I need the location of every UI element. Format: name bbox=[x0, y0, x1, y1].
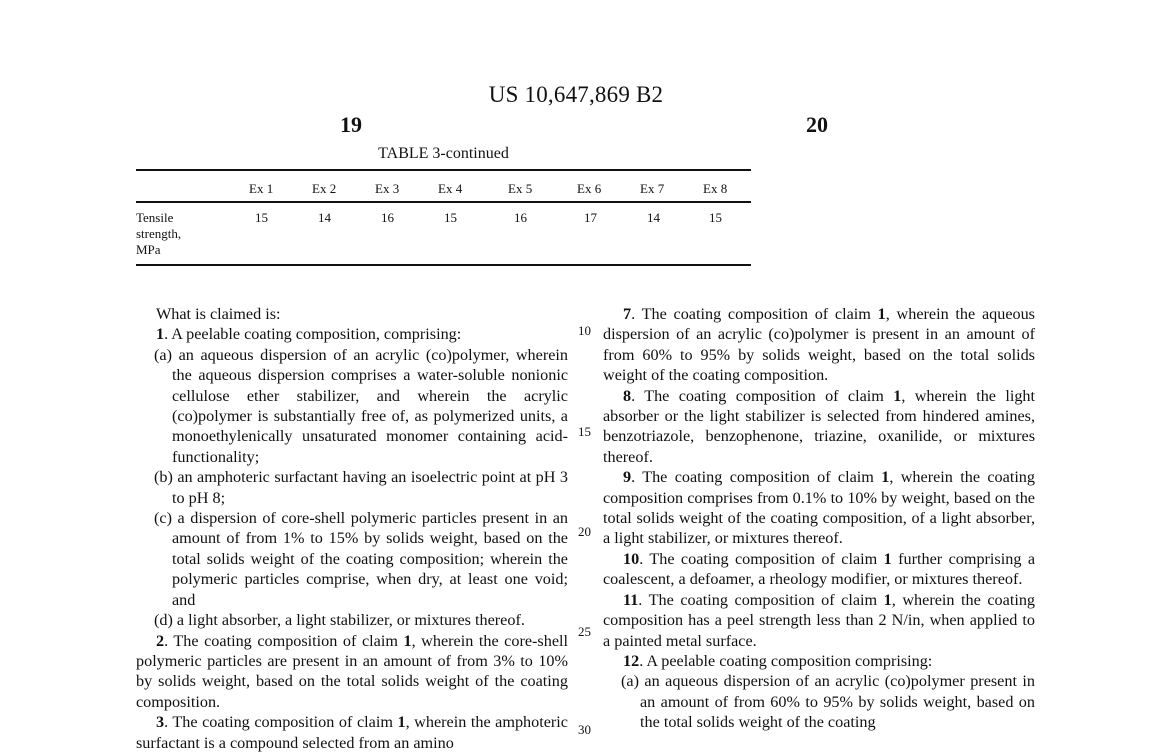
table-column-header: Ex 7 bbox=[640, 181, 665, 196]
table-column-header: Ex 3 bbox=[375, 181, 400, 196]
table-column-header: Ex 4 bbox=[438, 181, 463, 196]
line-number: 20 bbox=[578, 524, 591, 539]
claim-1: 1. A peelable coating composition, comprising: bbox=[156, 325, 462, 344]
page-number-left: 19 bbox=[340, 112, 362, 137]
table-title: TABLE 3-continued bbox=[378, 145, 509, 162]
table-column-header: Ex 8 bbox=[703, 181, 728, 196]
claim-8: 8. The coating composition of claim 1, wherein the light absorber or the light stabilizer is selected from hindered amines, benzotriazole, benzophenone, triazine, oxanilide, or mixtures thereof. bbox=[603, 386, 1036, 466]
claims-right-column bbox=[603, 304, 1035, 733]
table-top-rule bbox=[136, 169, 751, 171]
table-column-header: Ex 5 bbox=[508, 181, 533, 196]
claim-12: 12. A peelable coating composition comprising: bbox=[623, 651, 933, 670]
table-column-header: Ex 6 bbox=[577, 181, 602, 196]
page-number-right: 20 bbox=[806, 112, 828, 137]
table-column-header: Ex 2 bbox=[312, 181, 337, 196]
table-cell: 16 bbox=[381, 210, 394, 225]
table-column-header: Ex 1 bbox=[249, 181, 274, 196]
line-number: 15 bbox=[578, 424, 591, 439]
claims-heading: What is claimed is: bbox=[156, 305, 281, 323]
line-number: 25 bbox=[578, 624, 591, 639]
claim-11: 11. The coating composition of claim 1, wherein the coating composition has a peel strength less than 2 N/in, when applied to a painted metal surface. bbox=[603, 590, 1036, 650]
claim-7: 7. The coating composition of claim 1, wherein the aqueous dispersion of an acrylic (co)polymer is present in an amount of from 60% to 95% by solids weight, based on the total solids weight of the coating composition. bbox=[603, 305, 1035, 385]
claim-1-item-d: (d) a light absorber, a light stabilizer, or mixtures thereof. bbox=[154, 611, 525, 630]
claim-1-item-b: (b) an amphoteric surfactant having an isoelectric point at pH 3 to pH 8; bbox=[154, 468, 568, 507]
line-number: 10 bbox=[578, 323, 591, 338]
claim-3: 3. The coating composition of claim 1, wherein the amphoteric surfactant is a compound selected from an amino bbox=[136, 713, 568, 752]
table-header-rule bbox=[136, 201, 751, 203]
claim-1-item-c: (c) a dispersion of core-shell polymeric particles present in an amount of from 1% to 15% by solids weight, based on the total solids weight of the coating composition; wherein the polymeric particles comprise, when dry, at least one void; and bbox=[154, 509, 568, 609]
table-cell: 15 bbox=[444, 210, 457, 225]
claim-12-item-a: (a) an aqueous dispersion of an acrylic (co)polymer present in an amount of from 60% to 95% by solids weight, based on the total solids weight of the coating bbox=[621, 672, 1035, 732]
claim-1-item-a: (a) an aqueous dispersion of an acrylic (co)polymer, wherein the aqueous dispersion comprises a water-soluble nonionic cellulose ether stabilizer, and wherein the acrylic (co)polymer is substantially free of, as polymerized units, a monoethylenically unsaturated monomer containing acid-functionality; bbox=[154, 345, 568, 466]
table-bottom-rule bbox=[136, 264, 751, 266]
table-cell: 14 bbox=[318, 210, 331, 225]
claim-9: 9. The coating composition of claim 1, wherein the coating composition comprises from 0.1% to 10% by weight, based on the total solids weight of the coating composition, of a light absorber, a light stabilizer, or mixtures thereof. bbox=[603, 468, 1035, 548]
patent-number: US 10,647,869 B2 bbox=[488, 82, 664, 107]
table-cell: 14 bbox=[647, 210, 660, 225]
table-cell: 15 bbox=[255, 210, 268, 225]
claim-2: 2. The coating composition of claim 1, wherein the core-shell polymeric particles are present in an amount of from 3% to 10% by solids weight, based on the total solids weight of the coating composition. bbox=[136, 631, 568, 711]
table-cell: 15 bbox=[709, 210, 722, 225]
claims-left-column bbox=[136, 304, 568, 753]
table-cell: 17 bbox=[584, 210, 597, 225]
claim-10: 10. The coating composition of claim 1 further comprising a coalescent, a defoamer, a rheology modifier, or mixtures thereof. bbox=[603, 549, 1035, 589]
table-cell: 16 bbox=[514, 210, 527, 225]
table-row-label: Tensile strength, MPa bbox=[136, 210, 182, 257]
line-number: 30 bbox=[578, 722, 591, 737]
